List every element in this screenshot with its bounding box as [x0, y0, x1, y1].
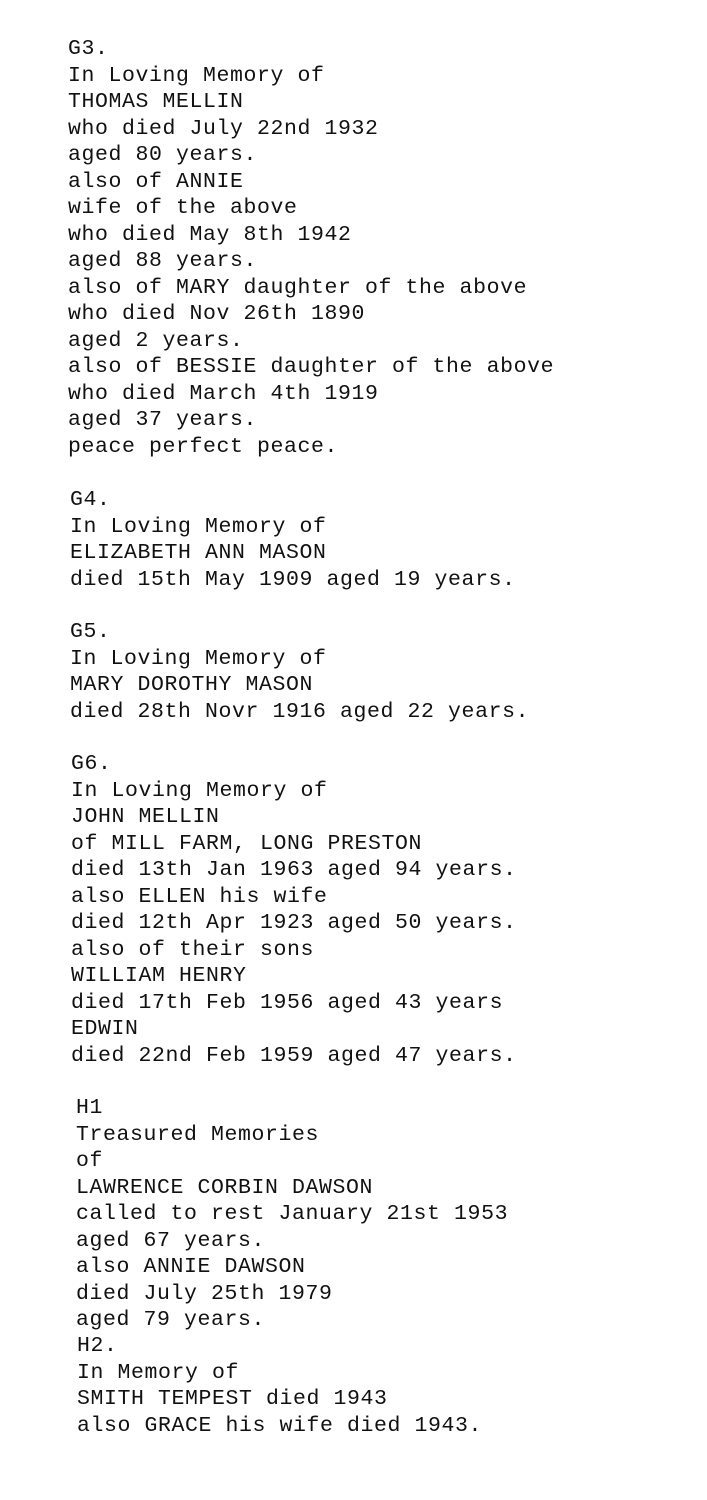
- dedication: Treasured Memories: [76, 1122, 320, 1147]
- person-name: also ELLEN his wife: [71, 884, 328, 909]
- dedication: of: [76, 1149, 104, 1173]
- dedication: In Loving Memory of: [68, 63, 325, 88]
- person-name: also of ANNIE: [68, 169, 244, 194]
- dedication: In Loving Memory of: [71, 778, 328, 803]
- memorial-entry-g5: [70, 619, 529, 725]
- entry-id: H1: [76, 1096, 104, 1120]
- person-name: THOMAS MELLIN: [68, 90, 244, 114]
- death-date: died July 25th 1979: [76, 1281, 333, 1306]
- death-date: who died Nov 26th 1890: [68, 302, 366, 326]
- person-name: WILLIAM HENRY: [71, 964, 247, 988]
- age: aged 80 years.: [68, 143, 258, 167]
- entry-id: G4.: [70, 488, 111, 512]
- person-name: also of BESSIE daughter of the above: [68, 355, 555, 379]
- death-date: who died May 8th 1942: [68, 222, 352, 247]
- relation: also of their sons: [71, 937, 315, 962]
- entry-id: G6.: [71, 752, 112, 776]
- death-date: died 28th Novr 1916 aged 22 years.: [70, 699, 530, 724]
- person-name: also GRACE his wife died 1943.: [77, 1413, 483, 1438]
- person-name: ELIZABETH ANN MASON: [70, 541, 327, 565]
- residence: of MILL FARM, LONG PRESTON: [71, 831, 423, 856]
- age: aged 2 years.: [68, 328, 244, 353]
- epitaph: peace perfect peace.: [68, 434, 339, 459]
- memorial-entry-g3: [68, 36, 554, 460]
- death-date: called to rest January 21st 1953: [76, 1202, 509, 1226]
- memorial-entry-g4: [70, 487, 516, 593]
- death-date: died 22nd Feb 1959 aged 47 years.: [71, 1043, 517, 1068]
- death-date: died 13th Jan 1963 aged 94 years.: [71, 858, 517, 882]
- memorial-entry-g6: [71, 751, 517, 1069]
- age: aged 79 years.: [76, 1308, 266, 1332]
- age: aged 37 years.: [68, 408, 258, 432]
- memorial-entry-h1: [76, 1095, 508, 1334]
- person-name: also ANNIE DAWSON: [76, 1255, 306, 1279]
- person-name: MARY DOROTHY MASON: [70, 673, 314, 697]
- entry-id: H2.: [77, 1334, 118, 1358]
- dedication: In Loving Memory of: [70, 646, 327, 671]
- person-name: LAWRENCE CORBIN DAWSON: [76, 1175, 374, 1200]
- entry-id: G3.: [68, 37, 109, 61]
- person-name: SMITH TEMPEST died 1943: [77, 1387, 388, 1411]
- age: aged 67 years.: [76, 1228, 266, 1253]
- person-name: also of MARY daughter of the above: [68, 275, 528, 300]
- death-date: died 17th Feb 1956 aged 43 years: [71, 990, 504, 1015]
- dedication: In Memory of: [77, 1360, 240, 1385]
- person-name: JOHN MELLIN: [71, 805, 220, 829]
- dedication: In Loving Memory of: [70, 514, 327, 539]
- age: aged 88 years.: [68, 249, 258, 273]
- death-date: died 12th Apr 1923 aged 50 years.: [71, 911, 517, 935]
- relation: wife of the above: [68, 196, 298, 220]
- memorial-entry-h2: [77, 1333, 482, 1439]
- death-date: who died July 22nd 1932: [68, 116, 379, 141]
- person-name: EDWIN: [71, 1017, 139, 1041]
- entry-id: G5.: [70, 620, 111, 644]
- death-date: who died March 4th 1919: [68, 381, 379, 406]
- death-date: died 15th May 1909 aged 19 years.: [70, 567, 516, 592]
